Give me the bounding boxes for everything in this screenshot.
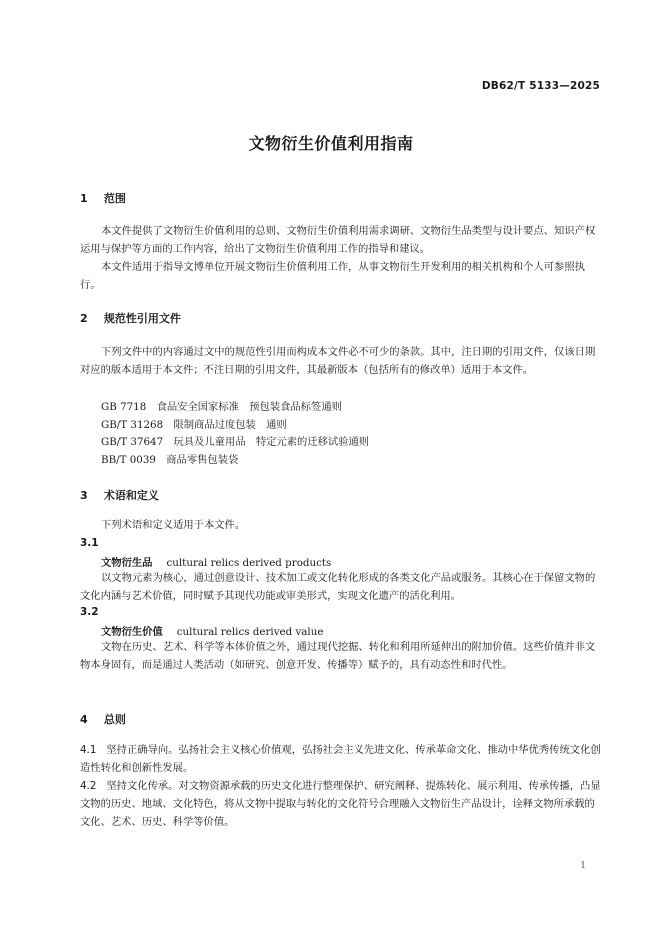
section-4-heading xyxy=(80,711,126,727)
paragraph: 本文件提供了文物衍生价值利用的总则、文物衍生价值利用需求调研、文物衍生品类型与设计要点、知识产权运用与保护等方面的工作内容，给出了文物衍生价值利用工作的指导和建议。 xyxy=(80,225,596,255)
section-title: 总则 xyxy=(103,713,126,726)
reference-item: GB/T 31268 限制商品过度包装 通则 xyxy=(101,419,287,431)
standard-number: DB62/T 5133—2025 xyxy=(481,80,600,92)
term-en: cultural relics derived products xyxy=(166,557,332,569)
term-definition: 文物在历史、艺术、科学等本体价值之外，通过现代挖掘、转化和利用所延伸出的附加价值。这些价值并非文物本身固有，而是通过人类活动（如研究、创意开发、传播等）赋予的，具有动态性和时代性。 xyxy=(80,641,596,671)
term-definition: 以文物元素为核心，通过创意设计、技术加工或文化转化形成的各类文化产品或服务。其核心在于保留文物的文化内涵与艺术价值，同时赋予其现代功能或审美形式，实现文化遗产的活化利用。 xyxy=(80,572,596,602)
term-zh: 文物衍生价值 xyxy=(101,626,163,638)
clause-number: 4.2 xyxy=(80,780,97,792)
section-2-heading xyxy=(80,310,181,326)
section-title: 术语和定义 xyxy=(103,489,159,502)
section-number: 3 xyxy=(80,489,88,502)
section-1-heading xyxy=(80,190,126,206)
clause-text: 坚持文化传承。对文物资源承载的历史文化进行整理保护、研究阐释、提炼转化、展示利用、传承传播，凸显文物的历史、地域、文化特色，将从文物中提取与转化的文化符号合理融入文物衍生产品设计，诠释文物所承载的文化、艺术、历史、科学等价值。 xyxy=(80,780,601,828)
paragraph: 本文件适用于指导文博单位开展文物衍生价值利用工作，从事文物衍生开发利用的相关机构和个人可参照执行。 xyxy=(80,261,585,291)
section-3-heading xyxy=(80,487,159,503)
section-number: 4 xyxy=(80,713,88,726)
section-number: 2 xyxy=(80,312,88,325)
term-number: 3.2 xyxy=(80,606,99,618)
document-title: 文物衍生价值利用指南 xyxy=(248,134,414,153)
section-title: 规范性引用文件 xyxy=(103,312,181,325)
paragraph: 下列文件中的内容通过文中的规范性引用而构成本文件必不可少的条款。其中，注日期的引用文件，仅该日期对应的版本适用于本文件；不注日期的引用文件，其最新版本（包括所有的修改单）适用于本文件。 xyxy=(80,346,596,376)
paragraph: 下列术语和定义适用于本文件。 xyxy=(101,519,246,531)
reference-item: BB/T 0039 商品零售包装袋 xyxy=(101,454,239,466)
section-number: 1 xyxy=(80,192,88,205)
clause-item xyxy=(80,741,602,777)
term-entry xyxy=(101,554,331,569)
page-number: 1 xyxy=(580,861,586,871)
term-number: 3.1 xyxy=(80,537,99,549)
reference-item: GB/T 37647 玩具及儿童用品 特定元素的迁移试验通则 xyxy=(101,436,370,448)
term-entry xyxy=(101,623,323,638)
clause-text: 坚持正确导向。弘扬社会主义核心价值观，弘扬社会主义先进文化、传承革命文化、推动中华优秀传统文化创造性转化和创新性发展。 xyxy=(80,744,601,774)
term-zh: 文物衍生品 xyxy=(101,557,153,569)
section-title: 范围 xyxy=(103,192,126,205)
clause-item xyxy=(80,777,602,831)
reference-item: GB 7718 食品安全国家标准 预包装食品标签通则 xyxy=(101,401,342,413)
term-en: cultural relics derived value xyxy=(176,626,324,638)
clause-number: 4.1 xyxy=(80,744,97,756)
